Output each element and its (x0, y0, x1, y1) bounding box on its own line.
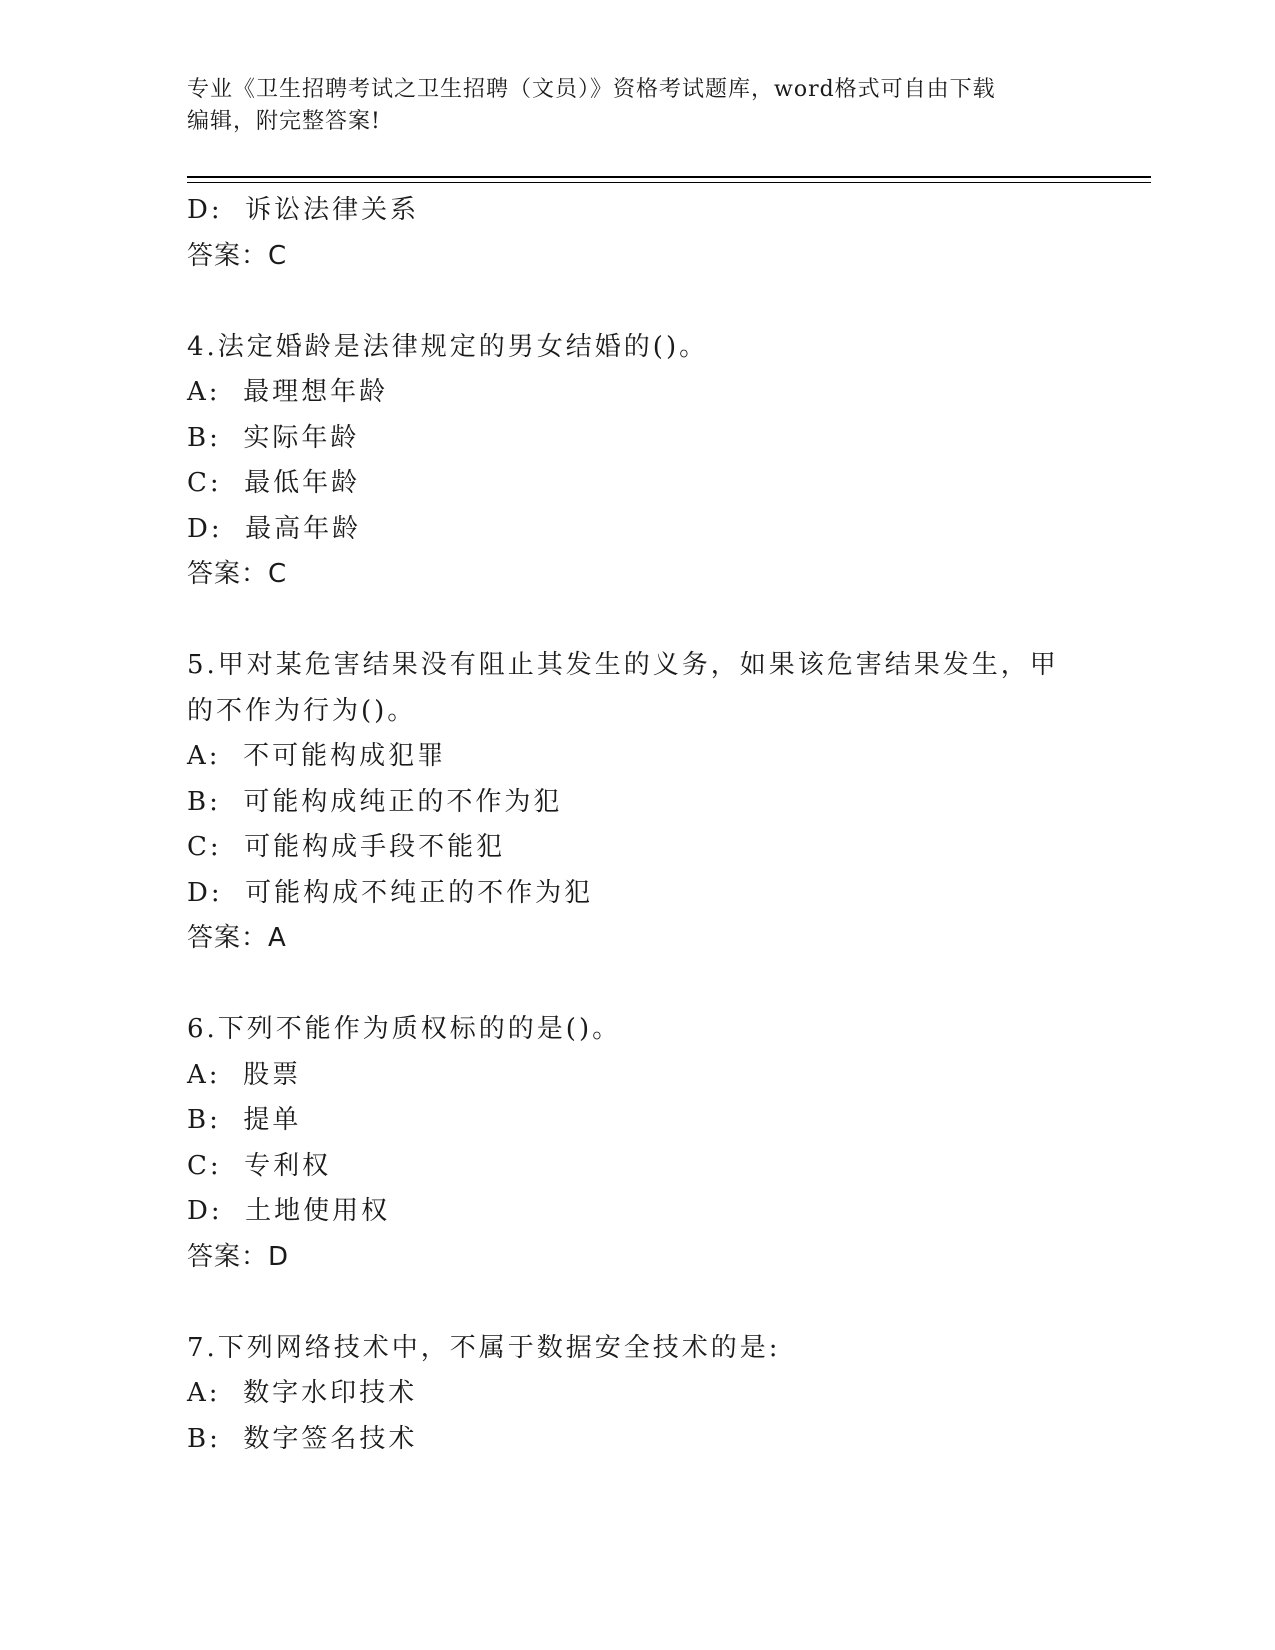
option-b: B: 提单 (187, 1105, 302, 1135)
question-stem: 7.下列网络技术中，不属于数据安全技术的是: (187, 1332, 781, 1363)
option-c: C: 最低年龄 (187, 468, 361, 498)
option-b: B: 可能构成纯正的不作为犯 (187, 786, 563, 817)
option-a: A: 最理想年龄 (187, 377, 389, 407)
question-6 (187, 1007, 1067, 1280)
question-stem: 4.法定婚龄是法律规定的男女结婚的()。 (187, 331, 709, 362)
answer-line: 答案：C (187, 559, 288, 589)
option-d: D: 诉讼法律关系 (187, 195, 420, 225)
option-d: D: 可能构成不纯正的不作为犯 (187, 877, 594, 908)
spacer (187, 1280, 1067, 1326)
spacer (187, 279, 1067, 325)
option-b: B: 实际年龄 (187, 422, 360, 453)
answer-line: 答案：A (187, 923, 287, 953)
option-a: A: 股票 (187, 1059, 302, 1090)
option-d: D: 土地使用权 (187, 1196, 391, 1226)
option-b: B: 数字签名技术 (187, 1423, 418, 1454)
spacer (187, 962, 1067, 1008)
question-4 (187, 325, 1067, 598)
question-list (187, 188, 1067, 1462)
question-5 (187, 643, 1067, 962)
answer-line: 答案：C (187, 240, 288, 271)
question-7 (187, 1326, 1067, 1463)
spacer (187, 598, 1067, 644)
question-stem: 6.下列不能作为质权标的的是()。 (187, 1014, 622, 1044)
question-stem-line-1: 5.甲对某危害结果没有阻止其发生的义务，如果该危害结果发生，甲 (187, 650, 1059, 680)
option-a: A: 数字水印技术 (187, 1378, 418, 1408)
option-c: C: 专利权 (187, 1150, 332, 1181)
previous-question-tail (187, 188, 1067, 279)
answer-line: 答案：D (187, 1241, 290, 1272)
option-d: D: 最高年龄 (187, 513, 362, 544)
header-line-2: 编辑，附完整答案! (187, 109, 381, 134)
header-line-1: 专业《卫生招聘考试之卫生招聘（文员）》资格考试题库，word格式可自由下载 (187, 77, 996, 102)
option-c: C: 可能构成手段不能犯 (187, 832, 506, 862)
header-divider-thick (187, 176, 1151, 178)
question-stem-line-2: 的不作为行为()。 (187, 695, 417, 726)
option-a: A: 不可能构成犯罪 (187, 741, 447, 771)
document-header (187, 74, 1067, 138)
header-divider-thin (187, 182, 1151, 183)
